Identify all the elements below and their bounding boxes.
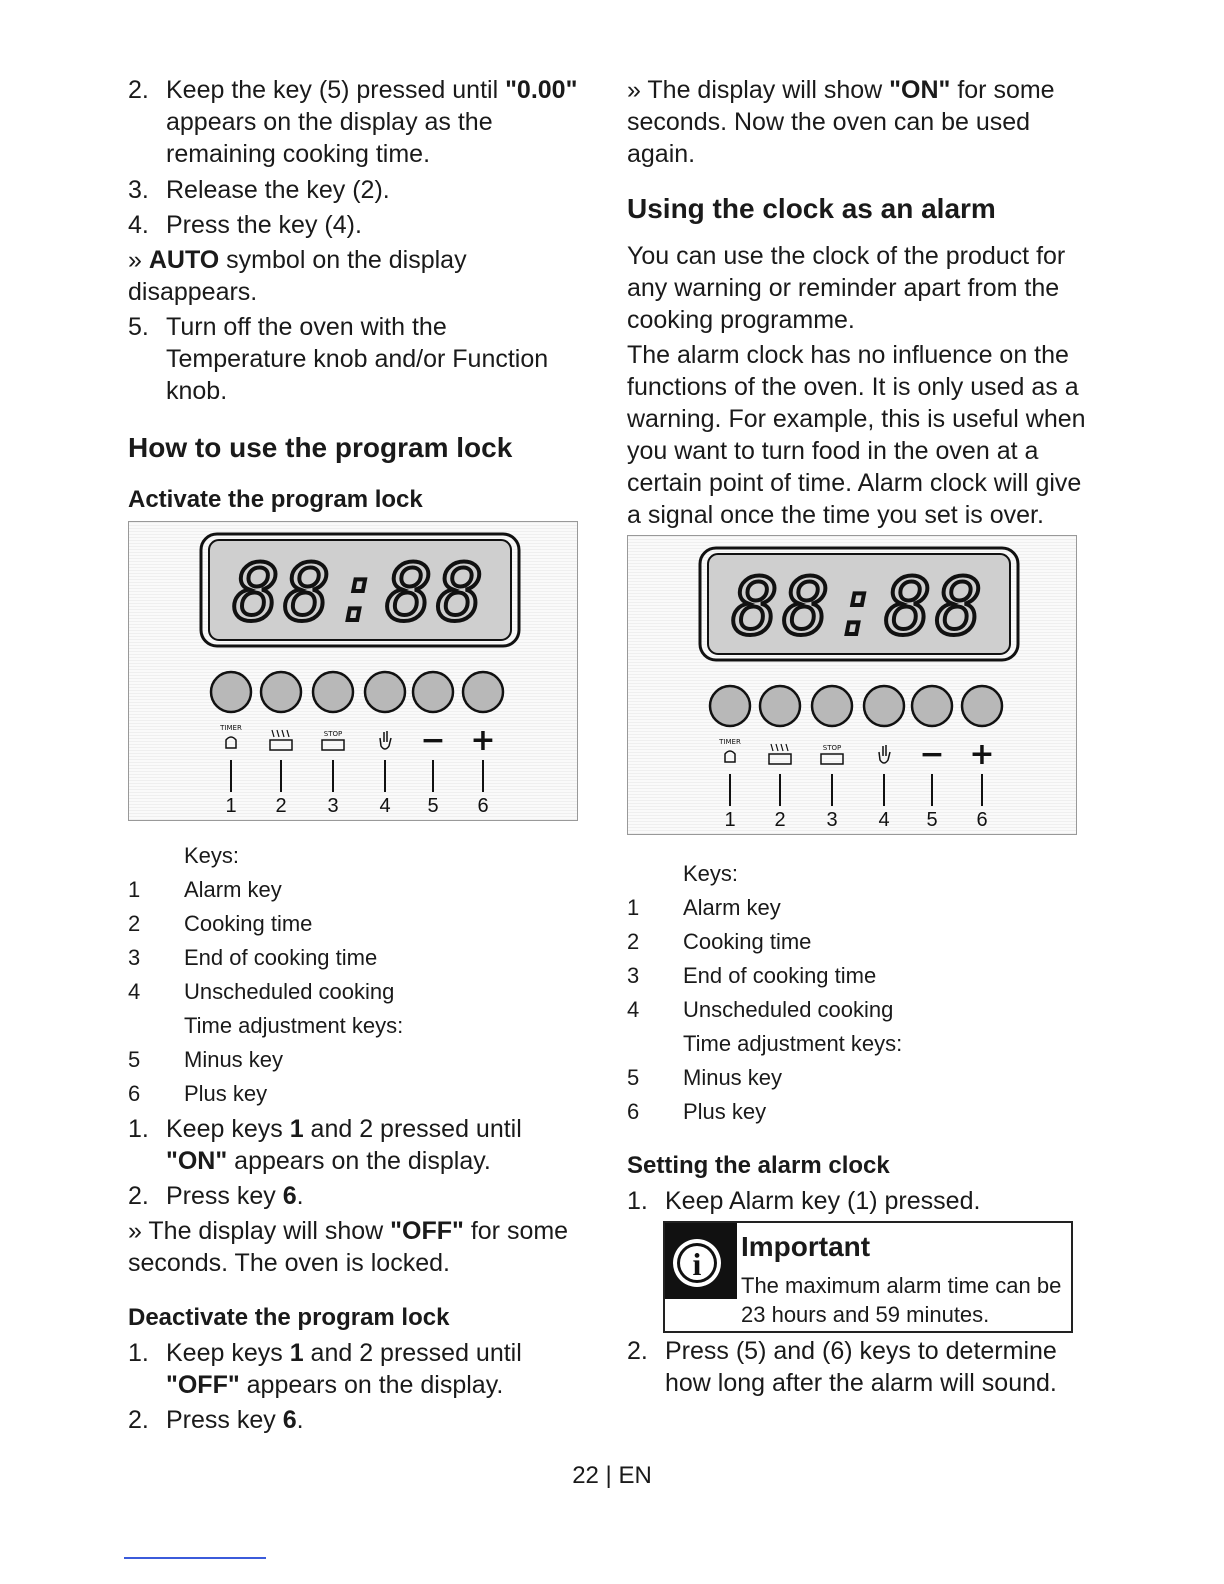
key-item: 6 Plus key	[627, 1099, 767, 1124]
key-number: 4	[379, 795, 391, 817]
hand-icon	[879, 745, 890, 763]
timer-label: TIMER	[220, 724, 242, 732]
key-number: 6	[976, 809, 988, 831]
divider	[124, 1557, 266, 1559]
key-item: 3 End of cooking time	[128, 945, 378, 970]
deactivate-step-2: 2. Press key 6.	[128, 1406, 304, 1434]
step-4: 4. Press the key (4).	[128, 211, 362, 239]
activate-step-1: 1. Keep keys 1 and 2 pressed until "ON" appears on the display.	[128, 1115, 522, 1175]
program-lock-heading: How to use the program lock	[128, 432, 513, 463]
deactivate-heading: Deactivate the program lock	[128, 1304, 450, 1331]
panel-button	[463, 672, 503, 712]
pot-stop-icon	[821, 754, 843, 764]
key-item: Time adjustment keys:	[683, 1031, 903, 1056]
step-2: 2. Keep the key (5) pressed until "0.00" appears on the display as the remaining cooking time.	[128, 76, 578, 168]
key-number: 1	[724, 809, 736, 831]
control-panel-diagram	[128, 521, 578, 821]
important-box	[663, 1221, 1073, 1333]
key-number: 2	[275, 795, 287, 817]
right-column	[627, 74, 1087, 1399]
left-column	[128, 74, 588, 1436]
display-digits: 88:88	[232, 549, 488, 639]
panel-button	[812, 686, 852, 726]
info-icon	[665, 1223, 737, 1299]
stop-label: STOP	[822, 744, 842, 752]
key-item: 4 Unscheduled cooking	[128, 979, 395, 1004]
key-item: 1 Alarm key	[128, 877, 282, 902]
pot-icon	[769, 754, 791, 764]
svg-text:i: i	[692, 1246, 702, 1282]
panel-button	[365, 672, 405, 712]
important-title: Important	[741, 1231, 871, 1262]
key-item: 3 End of cooking time	[627, 963, 877, 988]
steam-icon	[272, 730, 289, 737]
key-item: 5 Minus key	[627, 1065, 783, 1090]
control-panel-svg	[628, 536, 1078, 836]
minus-icon: −	[420, 723, 446, 758]
key-number: 1	[225, 795, 237, 817]
key-item: 6 Plus key	[128, 1081, 268, 1106]
key-item: 2 Cooking time	[627, 929, 812, 954]
step-5: 5. Turn off the oven with the Temperature knob and/or Function knob.	[128, 313, 549, 405]
key-number: 2	[774, 809, 786, 831]
key-item: Time adjustment keys:	[184, 1013, 404, 1038]
important-text: The maximum alarm time can be 23 hours and 59 minutes.	[741, 1273, 1062, 1327]
alarm-heading: Using the clock as an alarm	[627, 193, 996, 224]
off-note: » The display will show "OFF" for some seconds. The oven is locked.	[128, 1217, 569, 1277]
stop-label: STOP	[323, 730, 343, 738]
setting-heading: Setting the alarm clock	[627, 1152, 890, 1179]
panel-button	[962, 686, 1002, 726]
hand-icon	[380, 731, 391, 749]
control-panel-diagram	[627, 535, 1077, 835]
step-3: 3. Release the key (2).	[128, 176, 390, 204]
setting-step-2: 2. Press (5) and (6) keys to determine how long after the alarm will sound.	[627, 1337, 1057, 1397]
plus-icon: +	[969, 737, 995, 772]
panel-button	[760, 686, 800, 726]
alarm-para-2: The alarm clock has no influence on the functions of the oven. It is only used as a warning. For example, this is useful when you want to turn food in the oven at a certain point of time. Alarm clock will give a signal once the time you set is over.	[627, 341, 1086, 529]
keys-list: Keys: 1 Alarm key 2 Cooking time 3 End of cooking time 4 Unscheduled cooking Time adjustment keys: 5 Minus key 6 Plus key	[128, 839, 588, 1111]
key-item: 5 Minus key	[128, 1047, 284, 1072]
control-panel-svg	[129, 522, 579, 822]
steam-icon	[771, 744, 788, 751]
alarm-para-1: You can use the clock of the product for any warning or reminder apart from the cooking programme.	[627, 242, 1066, 334]
activate-step-2: 2. Press key 6.	[128, 1182, 304, 1210]
key-item: 4 Unscheduled cooking	[627, 997, 894, 1022]
panel-button	[211, 672, 251, 712]
panel-button	[864, 686, 904, 726]
key-number: 4	[878, 809, 890, 831]
key-number: 5	[427, 795, 439, 817]
panel-button	[413, 672, 453, 712]
bell-icon	[725, 751, 735, 762]
auto-note: » AUTO symbol on the display disappears.	[128, 246, 467, 306]
key-item: 1 Alarm key	[627, 895, 781, 920]
key-number: 5	[926, 809, 938, 831]
minus-icon: −	[919, 737, 945, 772]
panel-button	[261, 672, 301, 712]
pot-stop-icon	[322, 740, 344, 750]
panel-button	[710, 686, 750, 726]
key-number: 3	[826, 809, 838, 831]
plus-icon: +	[470, 723, 496, 758]
activate-heading: Activate the program lock	[128, 486, 423, 513]
key-number: 3	[327, 795, 339, 817]
keys-list: Keys: 1 Alarm key 2 Cooking time 3 End of cooking time 4 Unscheduled cooking Time adjustment keys: 5 Minus key 6 Plus key	[627, 857, 1087, 1129]
deactivate-step-1: 1. Keep keys 1 and 2 pressed until "OFF" appears on the display.	[128, 1339, 522, 1399]
on-note: » The display will show "ON" for some seconds. Now the oven can be used again.	[627, 76, 1055, 168]
key-number: 6	[477, 795, 489, 817]
panel-button	[912, 686, 952, 726]
display-digits: 88:88	[731, 563, 987, 653]
key-item: 2 Cooking time	[128, 911, 313, 936]
bell-icon	[226, 737, 236, 748]
page-number: 22 | EN	[572, 1462, 652, 1489]
panel-button	[313, 672, 353, 712]
pot-icon	[270, 740, 292, 750]
timer-label: TIMER	[719, 738, 741, 746]
setting-step-1: 1. Keep Alarm key (1) pressed.	[627, 1187, 981, 1215]
